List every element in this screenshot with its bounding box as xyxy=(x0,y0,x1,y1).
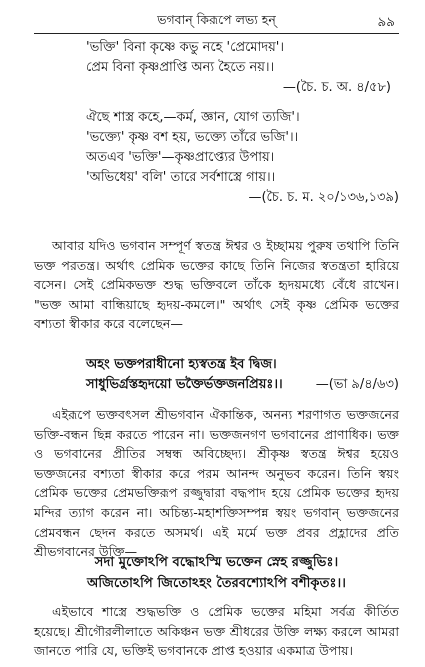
page-number: ৯৯ xyxy=(377,14,395,30)
verse-line: সদা মুক্তোঽপি বদ্ধোঽস্মি ভক্তেন স্নেহ রজ্জুভিঃ। xyxy=(94,555,339,570)
verse-line: 'ভক্তি' বিনা কৃষ্ণে কভু নহে 'প্রেমোদয়'। xyxy=(86,40,285,55)
paragraph-2: এইরূপে ভক্তবৎসল শ্রীভগবান ঐকান্তিক, অনন্য শরণাগত ভক্তজনের ভক্তি-বন্ধন ছিন্ন করতে পারেন না। ভক্তজনগণ ভগবানের প্রাণাধিক। ভক্ত ও ভগবানের প্রীতির সম্বন্ধ অবিচ্ছেদ্য। শ্রীকৃষ্ণ স্বতন্ত্র ঈশ্বর হয়েও ভক্তজনের বশ্যতা স্বীকার করে পরম আনন্দ অনুভব করেন। তিনি স্বয়ং প্রেমিক ভক্তের প্রেমভক্তিরূপ রজ্জুদ্বারা বদ্ধপাদ হয়ে প্রেমিক ভক্তের হৃদয় মন্দির ত্যাগ করেন না। অচিন্ত্য-মহাশক্তিসম্পন্ন স্বয়ং ভগবান্ ভক্তজনের প্রেমবন্ধন ছেদন করতে অসমর্থ। এই মর্মে ভক্ত প্রবর প্রহ্লাদের প্রতি শ্রীভগবানের উক্তি— xyxy=(34,407,399,560)
verse-line: প্রেম বিনা কৃষ্ণপ্রাপ্তি অন্য হৈতে নয়।। xyxy=(86,60,275,75)
verse-line xyxy=(86,375,399,395)
sanskrit-verse-1 xyxy=(86,355,399,395)
verse-line: অজিতোঽপি জিতোঽহং তৈরবশ্যোঽপি বশীকৃতঃ।। xyxy=(86,576,346,591)
page-header xyxy=(34,12,399,32)
paragraph-3: এইভাবে শাস্ত্রে শুদ্ধভক্তি ও প্রেমিক ভক্তের মহিমা সর্বত্র কীর্তিত হয়েছে। শ্রীগৌরলীলাতে অকিঞ্চন ভক্ত শ্রীধরের উক্তি লক্ষ্য করলে আমরা জানতে পারি যে, ভক্তিই ভগবানকে প্রাপ্ত হওয়ার একমাত্র উপায়। xyxy=(34,604,399,659)
verse-line: 'ভক্ত্যে' কৃষ্ণ বশ হয়, ভক্ত্যে তাঁরে ভজি'।। xyxy=(86,130,299,145)
header-rule xyxy=(34,33,399,34)
verse-block-1 xyxy=(86,38,399,98)
verse-reference: —(চৈ. চ. অ. ৪/৫৮) xyxy=(282,80,391,95)
verse-reference: —(ভা ৯/৪/৬৩) xyxy=(315,377,399,392)
running-head: ভগবান্ কিরূপে লভ্য হন্ xyxy=(157,12,276,27)
paragraph-1: আবার যদিও ভগবান সম্পূর্ণ স্বতন্ত্র ঈশ্বর ও ইচ্ছাময় পুরুষ তথাপি তিনি ভক্ত পরতন্ত্র। অর্থাৎ প্রেমিক ভক্তের কাছে তিনি নিজের স্বতন্ত্রতা হারিয়ে বসেন। সেই প্রেমিকভক্ত শুদ্ধ ভক্তিবলে তাঁকে হৃদয়মধ্যে বেঁধে রাখেন। "ভক্ত আমা বান্ধিয়াছে হৃদয়-কমলে।" অর্থাৎ সেই কৃষ্ণ প্রেমিক ভক্তের বশ্যতা স্বীকার করে বলেছেন— xyxy=(34,238,399,332)
verse-block-2 xyxy=(86,108,399,208)
verse-line-text: সাধুভির্গ্রস্তহৃদয়ো ভক্তৈর্ভক্তজনপ্রিয়ঃ।। xyxy=(86,377,283,392)
verse-line: অহং ভক্তপরাধীনো হ্যস্বতন্ত্র ইব দ্বিজ। xyxy=(86,357,277,372)
verse-line: 'অভিধেয়' বলি' তারে সর্বশাস্ত্রে গায়।। xyxy=(86,170,276,185)
verse-line: অতএব 'ভক্তি'—কৃষ্ণপ্রাপ্ত্যের উপায়। xyxy=(86,150,275,165)
verse-reference: —(চৈ. চ. ম. ২০/১৩৬,১৩৯) xyxy=(248,190,399,205)
sanskrit-verse-2 xyxy=(34,552,399,594)
verse-line: ঐছে শাস্ত্র কহে,—কর্ম, জ্ঞান, যোগ ত্যজি'। xyxy=(86,110,300,125)
